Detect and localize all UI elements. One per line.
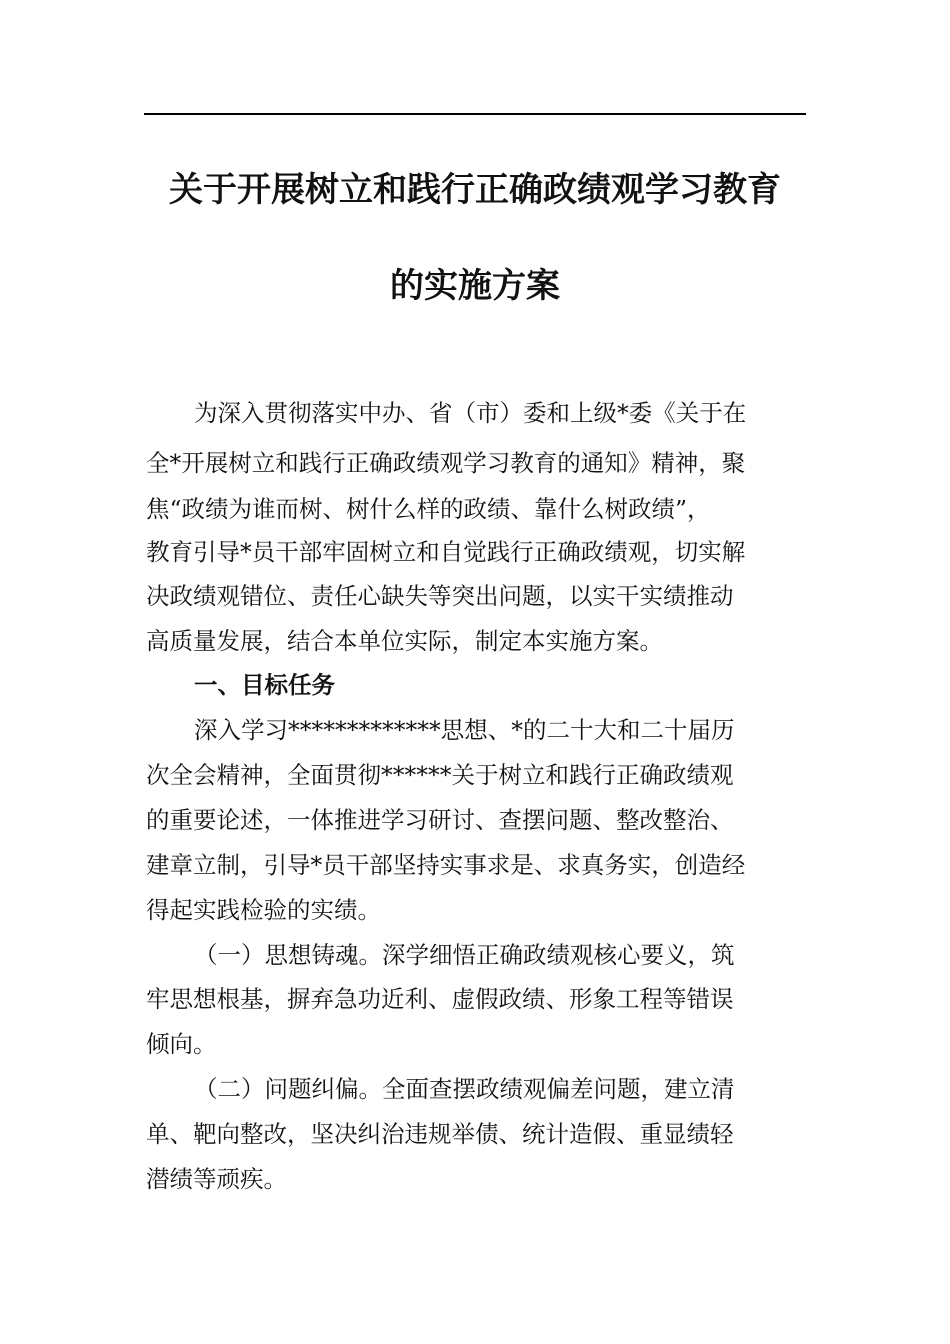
goals-line-2: 次全会精神，全面贯彻******关于树立和践行正确政绩观 (146, 761, 734, 789)
intro-line-1: 为深入贯彻落实中办、省（市）委和上级*委《关于在 (194, 399, 747, 427)
item-1-line-1: （一）思想铸魂。深学细悟正确政绩观核心要义，筑 (194, 941, 735, 969)
intro-line-6: 高质量发展，结合本单位实际，制定本实施方案。 (146, 627, 663, 655)
item-2-line-2: 单、靶向整改，坚决纠治违规举债、统计造假、重显绩轻 (146, 1120, 734, 1148)
item-2-line-1: （二）问题纠偏。全面查摆政绩观偏差问题，建立清 (194, 1075, 735, 1103)
intro-line-3: 焦“政绩为谁而树、树什么样的政绩、靠什么树政绩”， (146, 495, 711, 523)
item-1-line-3: 倾向。 (146, 1030, 217, 1058)
goals-line-4: 建章立制，引导*员干部坚持实事求是、求真务实，创造经 (146, 851, 746, 879)
intro-line-5: 决政绩观错位、责任心缺失等突出问题，以实干实绩推动 (146, 582, 734, 610)
goals-line-1: 深入学习*************思想、*的二十大和二十届历 (194, 716, 735, 744)
intro-line-2: 全*开展树立和践行正确政绩观学习教育的通知》精神，聚 (146, 449, 746, 477)
goals-line-5: 得起实践检验的实绩。 (146, 896, 381, 924)
goals-line-3: 的重要论述，一体推进学习研讨、查摆问题、整改整治、 (146, 806, 734, 834)
top-rule (144, 113, 806, 115)
page-title-line-1: 关于开展树立和践行正确政绩观学习教育 (169, 170, 781, 210)
intro-line-4: 教育引导*员干部牢固树立和自觉践行正确政绩观，切实解 (146, 538, 746, 566)
page-title-line-2: 的实施方案 (390, 266, 560, 306)
item-2-line-3: 潜绩等顽疾。 (146, 1165, 287, 1193)
item-1-line-2: 牢思想根基，摒弃急功近利、虚假政绩、形象工程等错误 (146, 985, 734, 1013)
section-heading-goals: 一、目标任务 (194, 671, 335, 699)
